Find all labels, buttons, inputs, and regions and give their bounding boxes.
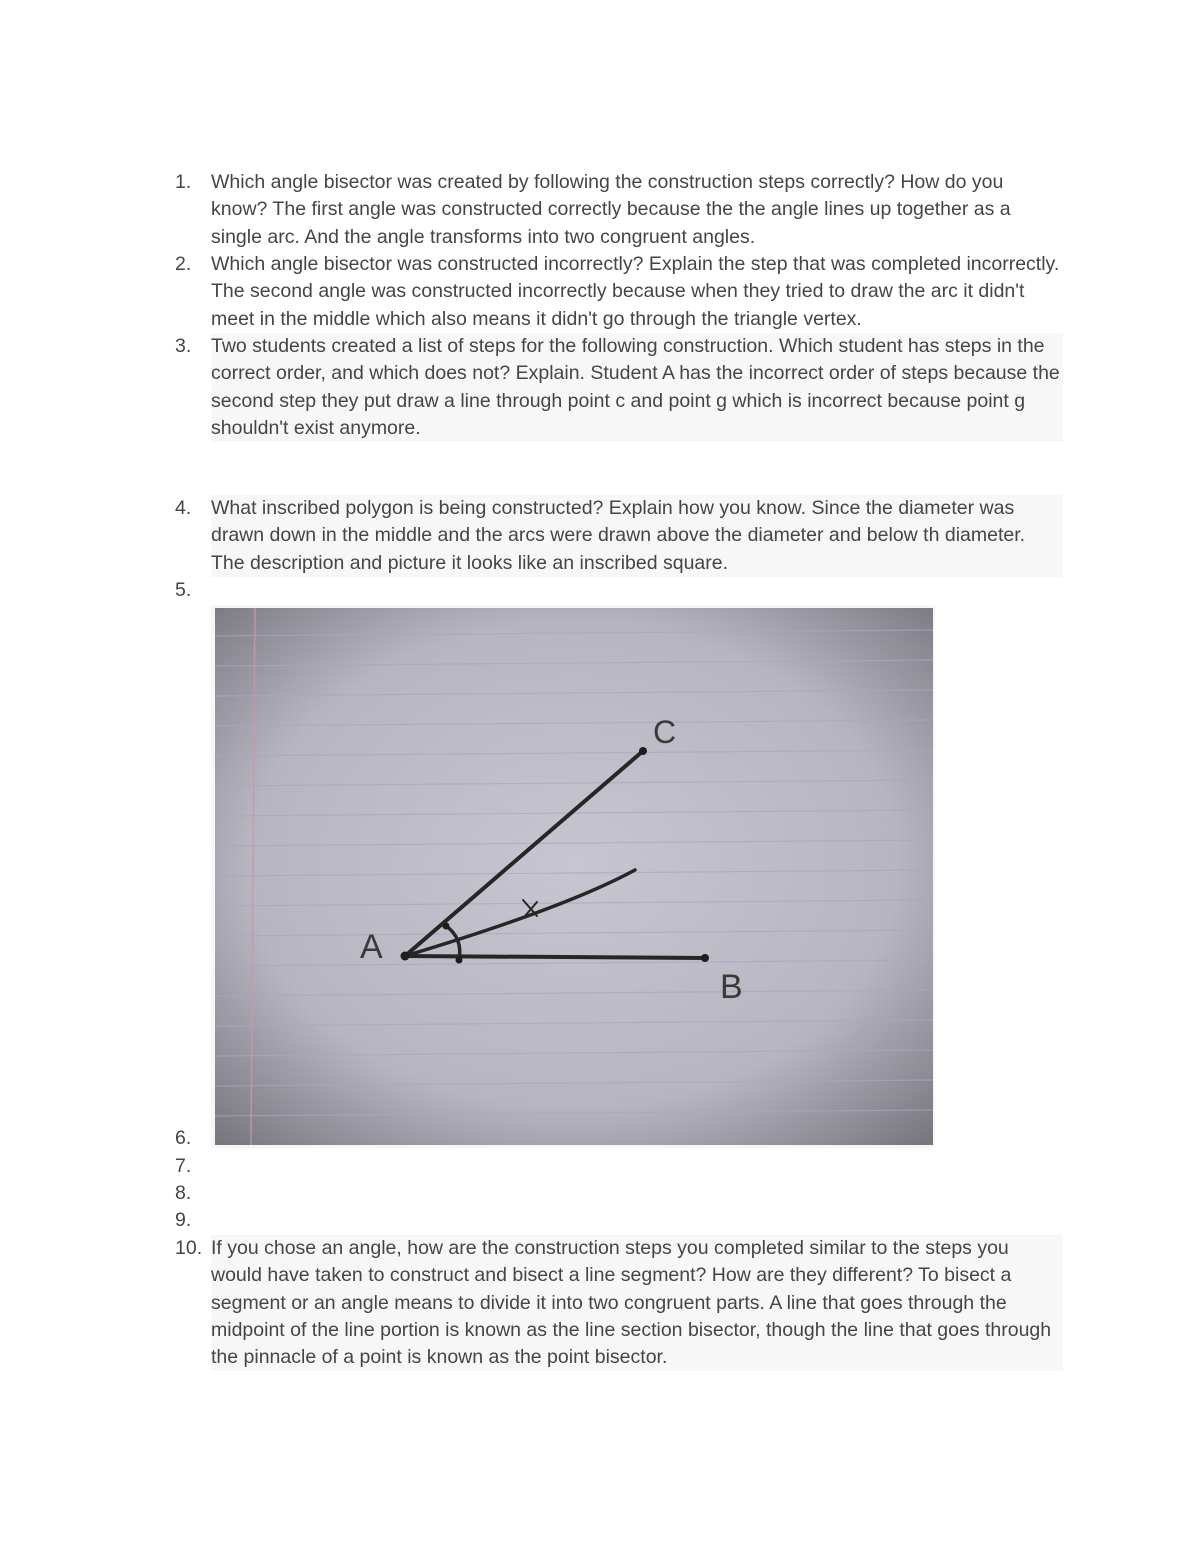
- label-b: B: [720, 968, 743, 1006]
- item-number: 4.: [175, 497, 192, 519]
- point-c: [639, 747, 647, 755]
- item-text: Two students created a list of steps for the following construction. Which student has steps in the correct order, and which does not? Explain. Student A has the incorrect order of steps because the second step they put draw a line through point c and point g which is incorrect because point g shouldn't exist anymore.: [211, 333, 1063, 442]
- item-number: 3.: [175, 335, 192, 357]
- list-item-10: [175, 1235, 1075, 1371]
- label-a: A: [360, 928, 383, 966]
- list-item-3: [175, 333, 1075, 442]
- item-text: Which angle bisector was created by following the construction steps correctly? How do you know? The first angle was constructed correctly because the the angle lines up together as a single arc. And the angle transforms into two congruent angles.: [211, 171, 1011, 248]
- angle-bisector-photo: [211, 605, 935, 1148]
- item-number: 9.: [175, 1209, 192, 1231]
- item-number: 8.: [175, 1182, 192, 1204]
- point-a: [401, 952, 410, 961]
- list-item-4: [175, 495, 1075, 577]
- list-item-1: [175, 169, 1075, 251]
- point-b: [701, 954, 709, 962]
- item-text: If you chose an angle, how are the construction steps you completed similar to the steps you would have taken to construct and bisect a line segment? How are they different? To bisect a segment or an angle means to divide it into two congruent parts. A line that goes through the midpoint of the line portion is known as the line section bisector, though the line that goes through the pinnacle of a point is known as the point bisector.: [211, 1235, 1063, 1371]
- item-number: 2.: [175, 253, 192, 275]
- item-number: 6.: [175, 1127, 192, 1149]
- list-item-2: [175, 251, 1075, 333]
- item-text: What inscribed polygon is being constructed? Explain how you know. Since the diameter was drawn down in the middle and the arcs were drawn above the diameter and below th diameter. The description and picture it looks like an inscribed square.: [211, 495, 1063, 577]
- notebook-paper-drawing: [215, 608, 933, 1145]
- item-number: 10.: [175, 1237, 203, 1259]
- label-c: C: [653, 714, 677, 750]
- arc-point-upper: [443, 923, 450, 930]
- item-text: Which angle bisector was constructed incorrectly? Explain the step that was completed incorrectly. The second angle was constructed incorrectly because when they tried to draw the arc it didn't meet in the middle which also means it didn't go through the triangle vertex.: [211, 253, 1060, 330]
- item-number: 5.: [175, 579, 192, 601]
- paper-background: [215, 608, 933, 1145]
- arc-point-lower: [456, 957, 463, 964]
- item-number: 7.: [175, 1155, 192, 1177]
- ray-ab: [405, 956, 705, 958]
- item-number: 1.: [175, 171, 192, 193]
